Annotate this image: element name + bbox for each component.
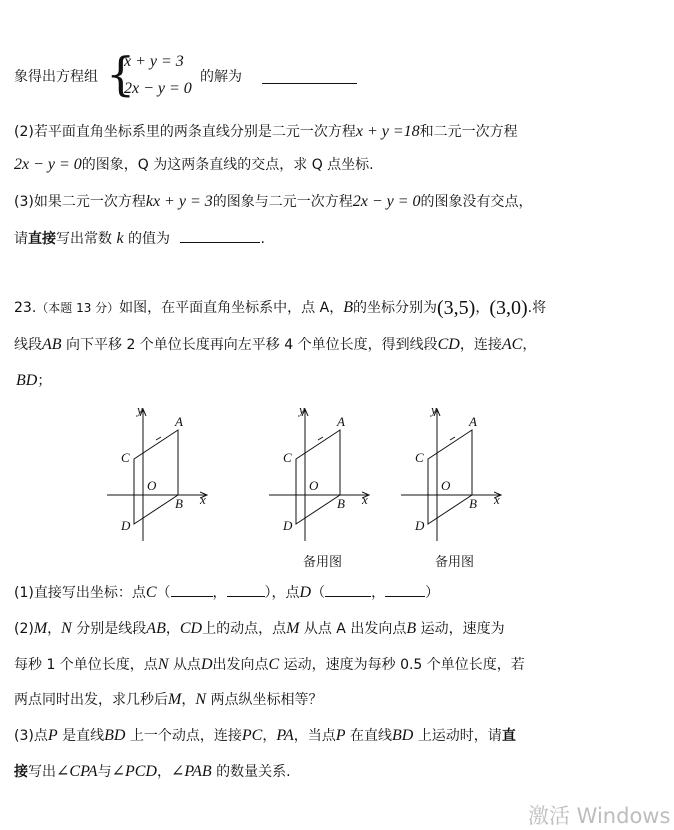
sub1-line: (1)直接写出坐标：点C（ ， ），点D（ ， ） [14,584,440,601]
parallelogram-abdc [134,430,178,524]
p23-line1: 23.（本题 13 分）如图，在平面直角坐标系中，点 A，B的坐标分别为(3,5)，(3,0).将 [14,297,547,319]
p23-line2: 线段AB 向下平移 2 个单位长度再向左平移 4 个单位长度，得到线段CD，连接AC， [14,336,537,353]
sub3-line1: (3)点P 是直线BD 上一个动点，连接PC，PA，当点P 在直线BD 上运动时，请直 [14,727,516,744]
system-brace: { [106,47,136,101]
svg-text:B: B [469,496,477,511]
svg-text:D: D [283,518,293,533]
blank-dy [385,596,425,597]
label-y: y [137,402,143,417]
line1-prefix: 象得出方程组 [14,69,98,85]
svg-text:D: D [415,518,425,533]
q2-line1: (2)若平面直角坐标系里的两条直线分别是二元一次方程x + y =18和二元一次方程 [14,123,518,140]
sub2-line1: (2)M，N 分别是线段AB，CD上的动点，点M 从点 A 出发向点B 运动，速度为 [14,620,505,637]
figure-spare-1 [269,402,369,541]
windows-activation-watermark: 激活 Windows [528,804,671,828]
p23-line3: BD； [16,372,52,389]
blank-dx [325,596,371,597]
figure-spare-2 [401,402,501,541]
svg-text:x: x [494,492,500,507]
figure-main [107,402,207,541]
answer-blank-1 [262,83,357,84]
q3-line1: (3)如果二元一次方程kx + y = 3的图象与二元一次方程2x − y = 0的图象没有交点， [14,193,533,210]
sub2-line3: 两点同时出发，求几秒后M，N 两点纵坐标相等？ [14,691,323,708]
svg-text:B: B [337,496,345,511]
spare-caption-1: 备用图 [303,555,343,570]
blank-cy [227,596,265,597]
svg-text:C: C [415,450,424,465]
sub3-line2: 接写出∠CPA与∠PCD，∠PAB 的数量关系. [14,763,291,780]
svg-text:x: x [362,492,368,507]
label-d: D [121,518,131,533]
svg-text:C: C [283,450,292,465]
label-o: O [147,478,157,493]
label-c: C [121,450,130,465]
label-b: B [175,496,183,511]
svg-text:O: O [441,478,451,493]
label-a: A [175,414,183,429]
answer-blank-k [180,242,260,243]
svg-text:O: O [309,478,319,493]
blank-cx [171,596,213,597]
system-eq2: 2x − y = 0 [124,80,192,97]
svg-text:A: A [469,414,477,429]
svg-text:A: A [337,414,345,429]
spare-caption-2: 备用图 [435,555,475,570]
line1-suffix: 的解为 [200,69,242,85]
coordinate-figures [0,396,674,576]
q2-line2: 2x − y = 0的图象，Q 为这两条直线的交点，求 Q 点坐标. [14,156,374,173]
q3-line2: 请直接写出常数 k 的值为 . [14,230,265,247]
system-eq1: x + y = 3 [124,53,184,70]
sub2-line2: 每秒 1 个单位长度，点N 从点D出发向点C 运动，速度为每秒 0.5 个单位长度，若 [14,656,525,673]
svg-text:y: y [299,402,305,417]
svg-text:y: y [431,402,437,417]
label-x: x [200,492,206,507]
